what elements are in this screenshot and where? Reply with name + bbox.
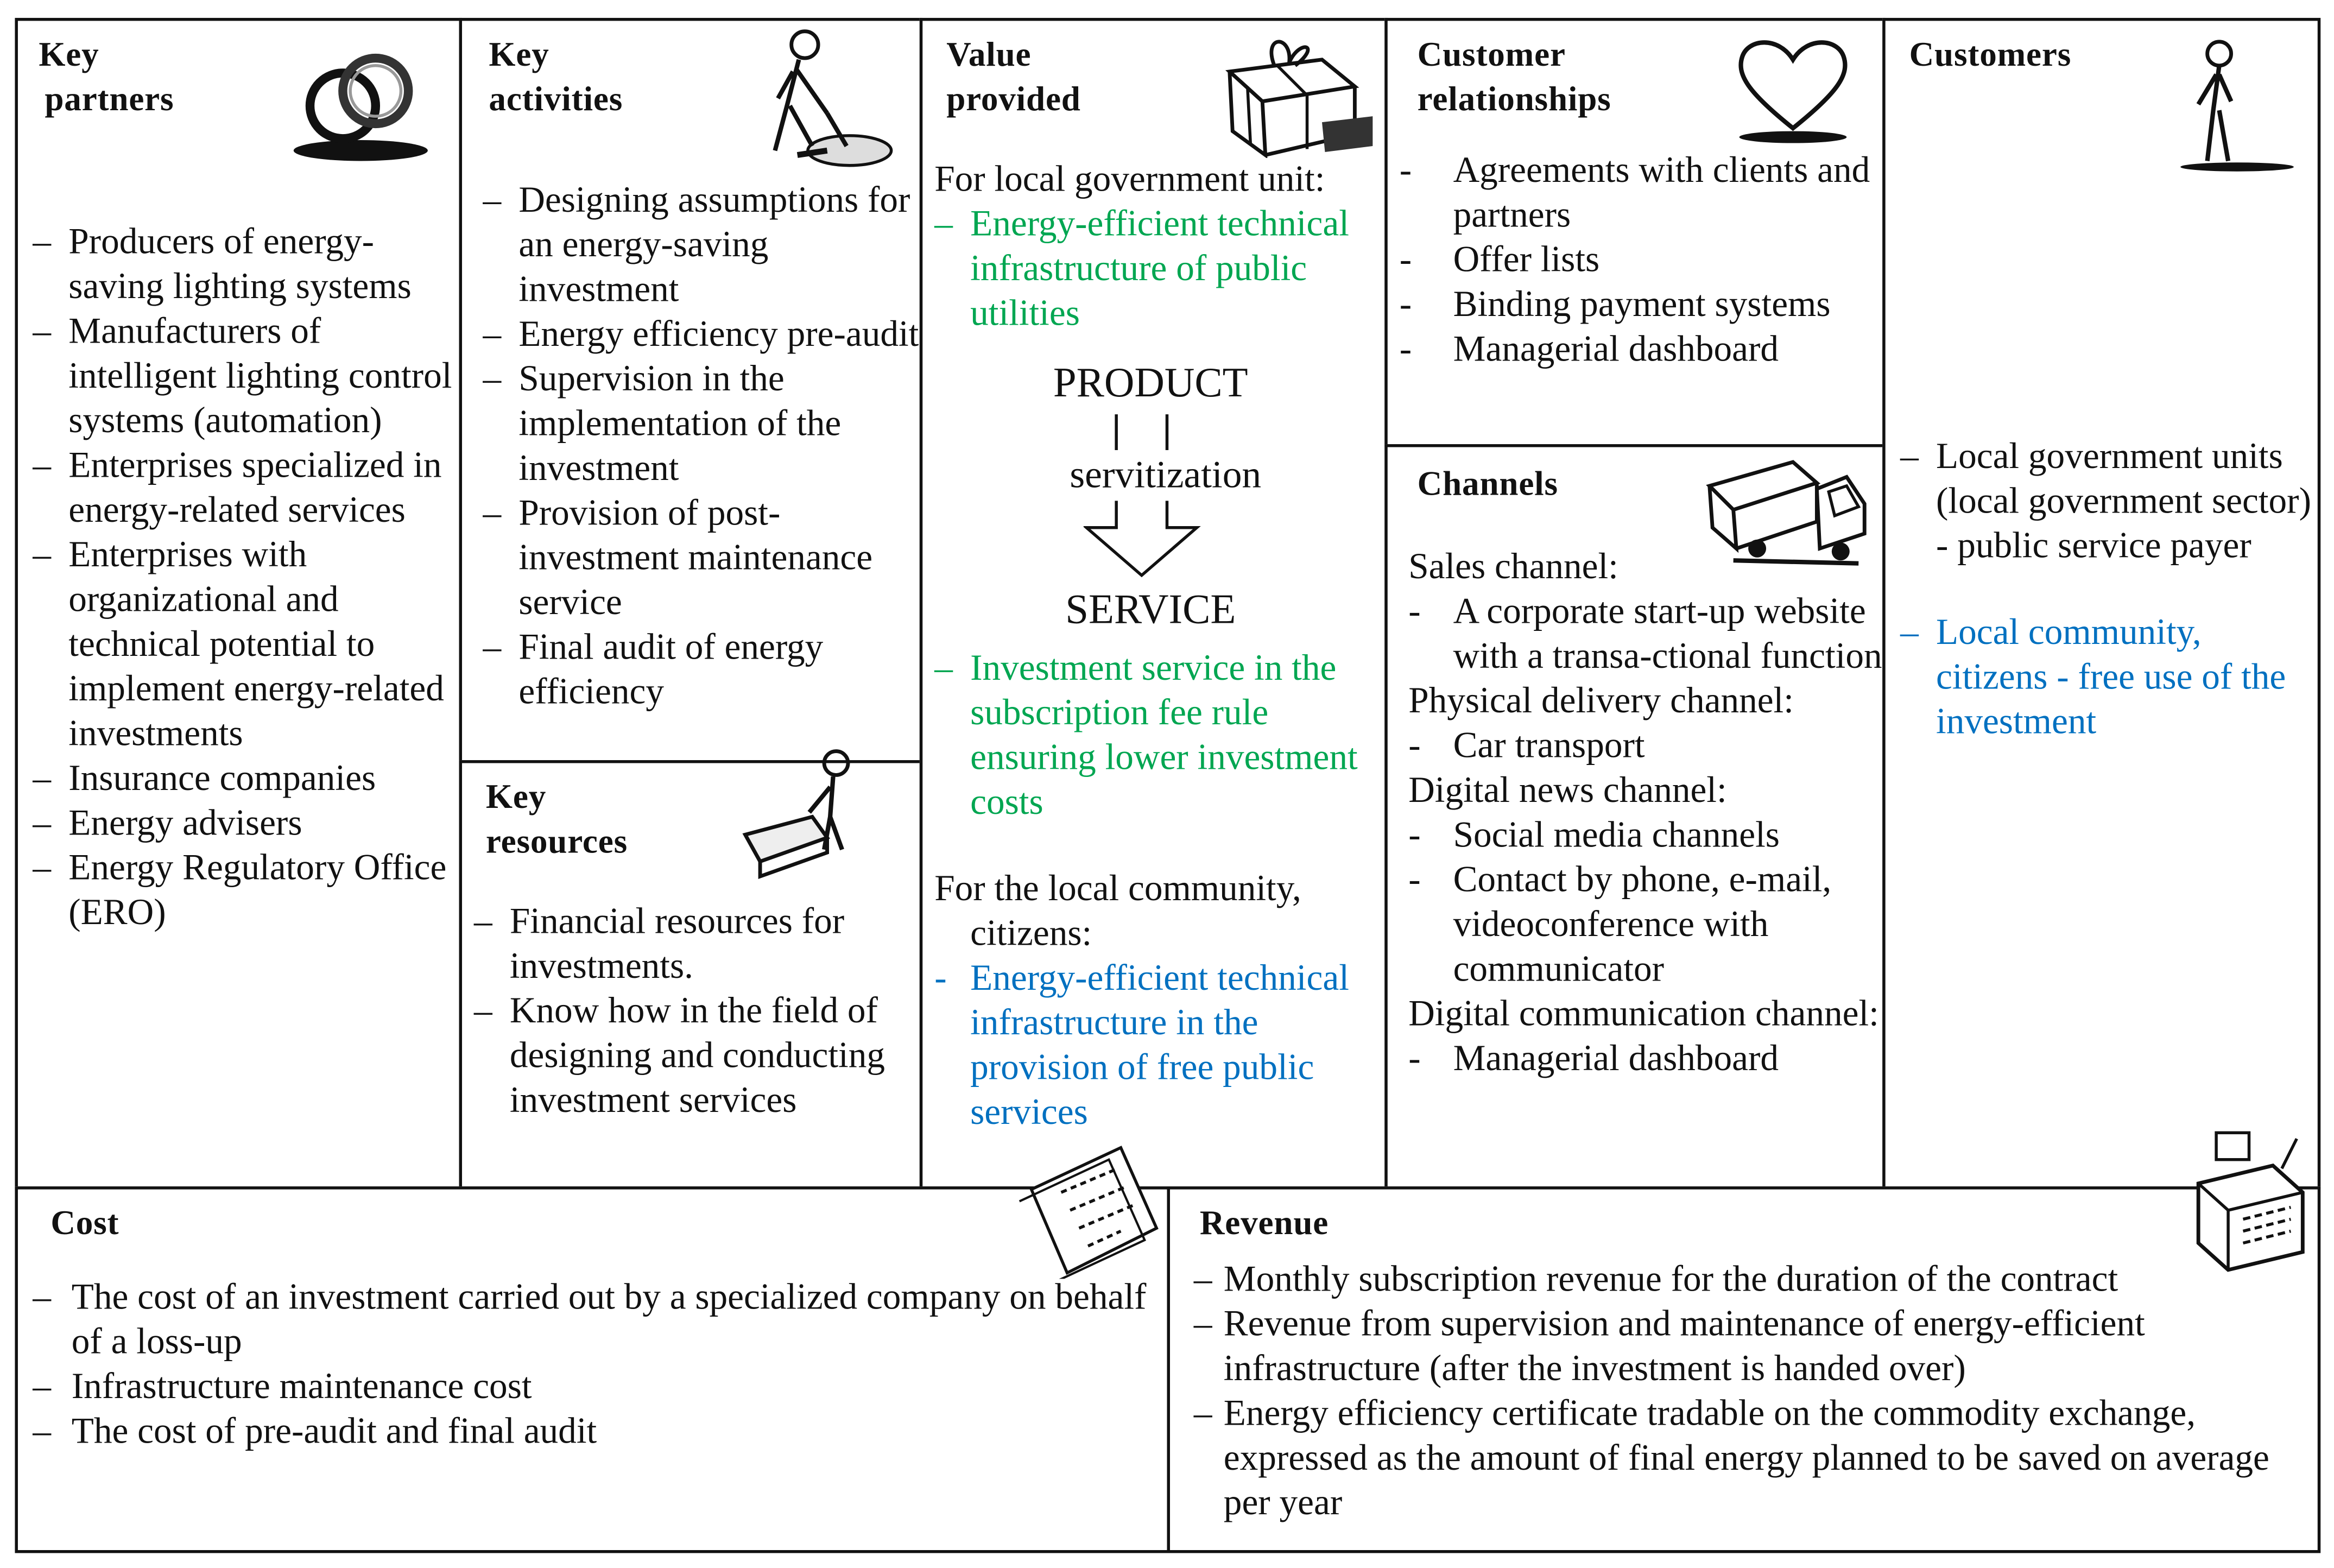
list-item: [474, 990, 928, 1124]
rings-icon: [286, 39, 435, 165]
title-line: Key: [485, 777, 547, 815]
list-item: [483, 492, 922, 626]
title-line: Revenue: [1199, 1204, 1329, 1242]
key-resources-list: [474, 900, 928, 1124]
cost-title: [50, 1202, 119, 1246]
revenue-list: [1194, 1258, 2312, 1526]
cost-block: [15, 1186, 1170, 1553]
title-line: relationships: [1417, 80, 1611, 118]
customer-relationships-list: [1400, 149, 1876, 373]
bullet-dash: –: [1193, 1393, 1212, 1434]
bullet-dash: –: [33, 222, 52, 263]
bullet-dash: -: [934, 958, 947, 999]
bullet-dash: -: [1408, 591, 1421, 632]
cash-register-icon: [2184, 1124, 2318, 1273]
title-line: Value: [946, 35, 1032, 73]
list-item: [1408, 814, 1882, 858]
bullet-dash: –: [473, 901, 492, 942]
bullet-dash: –: [33, 848, 52, 889]
item-text: Investment service in the subscription fee rule ensuring lower investment costs: [970, 648, 1358, 823]
bullet-dash: –: [33, 803, 52, 844]
channels-block: [1384, 444, 1885, 1190]
item-text: Social media channels: [1453, 815, 1780, 856]
title-line: Key: [489, 35, 549, 73]
value-top-list: [934, 203, 1388, 337]
channel-group-label: Digital news channel:: [1408, 770, 1727, 811]
list-item: [33, 310, 465, 444]
customers-title: [1909, 33, 2072, 77]
bullet-dash: –: [1900, 612, 1919, 653]
title-line: resources: [485, 823, 628, 860]
list-item: [483, 626, 922, 716]
list-item: [483, 358, 922, 492]
customer-relationships-title: [1418, 33, 1611, 122]
revenue-title: [1200, 1202, 1329, 1246]
bullet-dash: –: [473, 991, 492, 1032]
item-text: Local community, citizens - free use of the investment: [1936, 612, 2286, 743]
list-item: [33, 534, 465, 757]
list-item: [1194, 1303, 2312, 1392]
title-line: provided: [946, 80, 1081, 118]
channel-group-label: Sales channel:: [1408, 547, 1618, 587]
bullet-dash: –: [934, 648, 953, 689]
bullet-dash: –: [1193, 1259, 1212, 1300]
list-item: [1400, 149, 1876, 239]
revenue-block: [1167, 1186, 2320, 1553]
item-text: Financial resources for investments.: [509, 901, 845, 987]
channels-title: [1418, 462, 1558, 507]
segment-label: For local government unit:: [934, 159, 1325, 200]
title-line: Customer: [1417, 35, 1566, 73]
list-item: [934, 647, 1388, 825]
bullet-dash: –: [33, 758, 52, 799]
bullet-dash: –: [483, 359, 502, 400]
product-label: PRODUCT: [1053, 361, 1248, 407]
item-text: Contact by phone, e-mail, videoconference with communicator: [1453, 859, 1832, 990]
bullet-dash: –: [33, 445, 52, 486]
value-top: [934, 158, 1388, 337]
item-text: Know how in the field of designing and conducting investment services: [509, 991, 885, 1121]
bullet-dash: –: [33, 1411, 52, 1452]
list-item: [483, 313, 922, 357]
list-item: [1194, 1258, 2312, 1303]
bullet-dash: –: [934, 204, 953, 245]
item-text: Energy advisers: [68, 803, 302, 844]
list-item: [33, 846, 465, 936]
item-text: Final audit of energy efficiency: [518, 627, 824, 713]
list-item: [33, 220, 465, 310]
key-activities-block: [459, 18, 923, 763]
customers-list: [1900, 435, 2318, 745]
key-activities-title: [489, 33, 623, 122]
list-item: [1400, 283, 1876, 328]
heart-icon: [1734, 33, 1853, 144]
bullet-dash: –: [33, 311, 52, 352]
standing-person-icon: [2178, 36, 2297, 173]
bullet-dash: –: [1900, 437, 1919, 477]
item-text: Offer lists: [1453, 239, 1600, 281]
item-text: Energy-efficient technical infrastructure of public utilities: [970, 204, 1349, 334]
item-text: Binding payment systems: [1453, 284, 1831, 325]
list-item: [33, 444, 465, 534]
value-provided-title: [946, 33, 1081, 122]
item-text: Enterprises with organizational and technical potential to implement energy-related investments: [68, 535, 444, 755]
key-partners-list: [33, 220, 465, 936]
channel-group-label: Physical delivery channel:: [1408, 681, 1794, 722]
item-text: Infrastructure maintenance cost: [71, 1367, 532, 1407]
bullet-dash: -: [1408, 1039, 1421, 1079]
bullet-dash: -: [1399, 239, 1412, 281]
documents-icon: [1002, 1145, 1166, 1279]
item-text: Local government units (local government sector) - public service payer: [1936, 437, 2311, 567]
bullet-dash: –: [483, 493, 502, 534]
list-item: [33, 1365, 1150, 1410]
list-item: [1408, 590, 1882, 680]
channel-group-label: Digital communication channel:: [1408, 994, 1879, 1035]
person-digging-icon: [745, 24, 895, 173]
item-text: Managerial dashboard: [1453, 329, 1779, 370]
title-line: Channels: [1417, 465, 1558, 503]
item-text: Provision of post-investment maintenance service: [518, 493, 873, 623]
bullet-dash: -: [1399, 150, 1412, 191]
customers-block: [1882, 18, 2320, 1190]
channels-list: [1408, 546, 1882, 1082]
item-text: Energy efficiency certificate tradable on the commodity exchange, expressed as the amount of final energy planned to be saved on average per year: [1223, 1393, 2269, 1523]
item-text: The cost of pre-audit and final audit: [71, 1411, 597, 1452]
bullet-dash: –: [33, 1367, 52, 1407]
value-bottom: [934, 868, 1382, 1136]
list-item: [33, 1276, 1150, 1365]
list-item: [934, 203, 1388, 337]
list-item: [474, 900, 928, 990]
title-line: Key: [39, 35, 99, 73]
list-item: [1900, 611, 2318, 745]
title-line: partners: [45, 80, 174, 118]
item-text: Monthly subscription revenue for the duration of the contract: [1223, 1259, 2118, 1300]
item-text: Manufacturers of intelligent lighting control systems (automation): [68, 311, 452, 441]
list-item: [33, 757, 465, 802]
title-line: Cost: [50, 1204, 119, 1242]
item-text: Energy-efficient technical infrastructure in the provision of free public services: [970, 958, 1349, 1133]
key-partners-title: [39, 33, 174, 122]
list-item: [483, 179, 922, 313]
bullet-dash: –: [483, 180, 502, 221]
value-provided-block: [920, 18, 1388, 1190]
title-line: Customers: [1909, 35, 2072, 73]
customer-relationships-block: [1384, 18, 1885, 447]
item-text: Supervision in the implementation of the investment: [518, 359, 842, 489]
list-item: [1408, 1038, 1882, 1082]
service-label: SERVICE: [1065, 587, 1236, 634]
gift-box-icon: [1218, 27, 1378, 158]
list-item: [1408, 858, 1882, 992]
item-text: Car transport: [1453, 725, 1645, 767]
bullet-dash: –: [483, 627, 502, 668]
bullet-dash: -: [1408, 859, 1421, 901]
list-item: [1400, 238, 1876, 283]
item-text: The cost of an investment carried out by a specialized company on behalf of a loss-up: [71, 1277, 1147, 1363]
cost-list: [33, 1276, 1150, 1455]
list-item: [1900, 435, 2318, 570]
bullet-dash: -: [1408, 725, 1421, 767]
item-text: Enterprises specialized in energy-related services: [68, 445, 442, 531]
person-with-bed-icon: [738, 745, 887, 895]
key-resources-block: [459, 760, 923, 1190]
value-bottom-list: [934, 957, 1382, 1135]
list-item: [33, 802, 465, 846]
item-text: Managerial dashboard: [1453, 1039, 1779, 1079]
value-mid-list: [934, 647, 1388, 825]
item-text: Insurance companies: [68, 758, 376, 799]
key-partners-block: [15, 18, 462, 1190]
item-text: Agreements with clients and partners: [1453, 150, 1870, 236]
list-item: [1400, 328, 1876, 372]
bullet-dash: –: [1193, 1304, 1212, 1345]
bullet-dash: -: [1399, 284, 1412, 325]
list-item: [1194, 1392, 2312, 1526]
bullet-dash: -: [1399, 329, 1412, 370]
item-text: Energy Regulatory Office (ERO): [68, 848, 447, 933]
item-text: Revenue from supervision and maintenance of energy-efficient infrastructure (after the investment is handed over): [1223, 1304, 2145, 1389]
item-text: A corporate start-up website with a transa-ctional function: [1453, 591, 1882, 677]
key-resources-title: [486, 775, 628, 865]
item-text: Producers of energy-saving lighting systems: [68, 222, 412, 307]
title-line: activities: [489, 80, 623, 118]
item-text: Designing assumptions for an energy-saving investment: [518, 180, 910, 311]
list-item: [934, 957, 1382, 1135]
item-text: Energy efficiency pre-audit: [518, 314, 919, 355]
bullet-dash: –: [33, 535, 52, 576]
bullet-dash: –: [33, 1277, 52, 1318]
servitization-label: servitization: [1070, 453, 1262, 497]
bullet-dash: -: [1408, 815, 1421, 856]
list-item: [1408, 724, 1882, 769]
segment-label: For the local community, citizens:: [934, 869, 1301, 954]
key-activities-list: [483, 179, 922, 715]
bullet-dash: –: [483, 314, 502, 355]
list-item: [33, 1410, 1150, 1455]
